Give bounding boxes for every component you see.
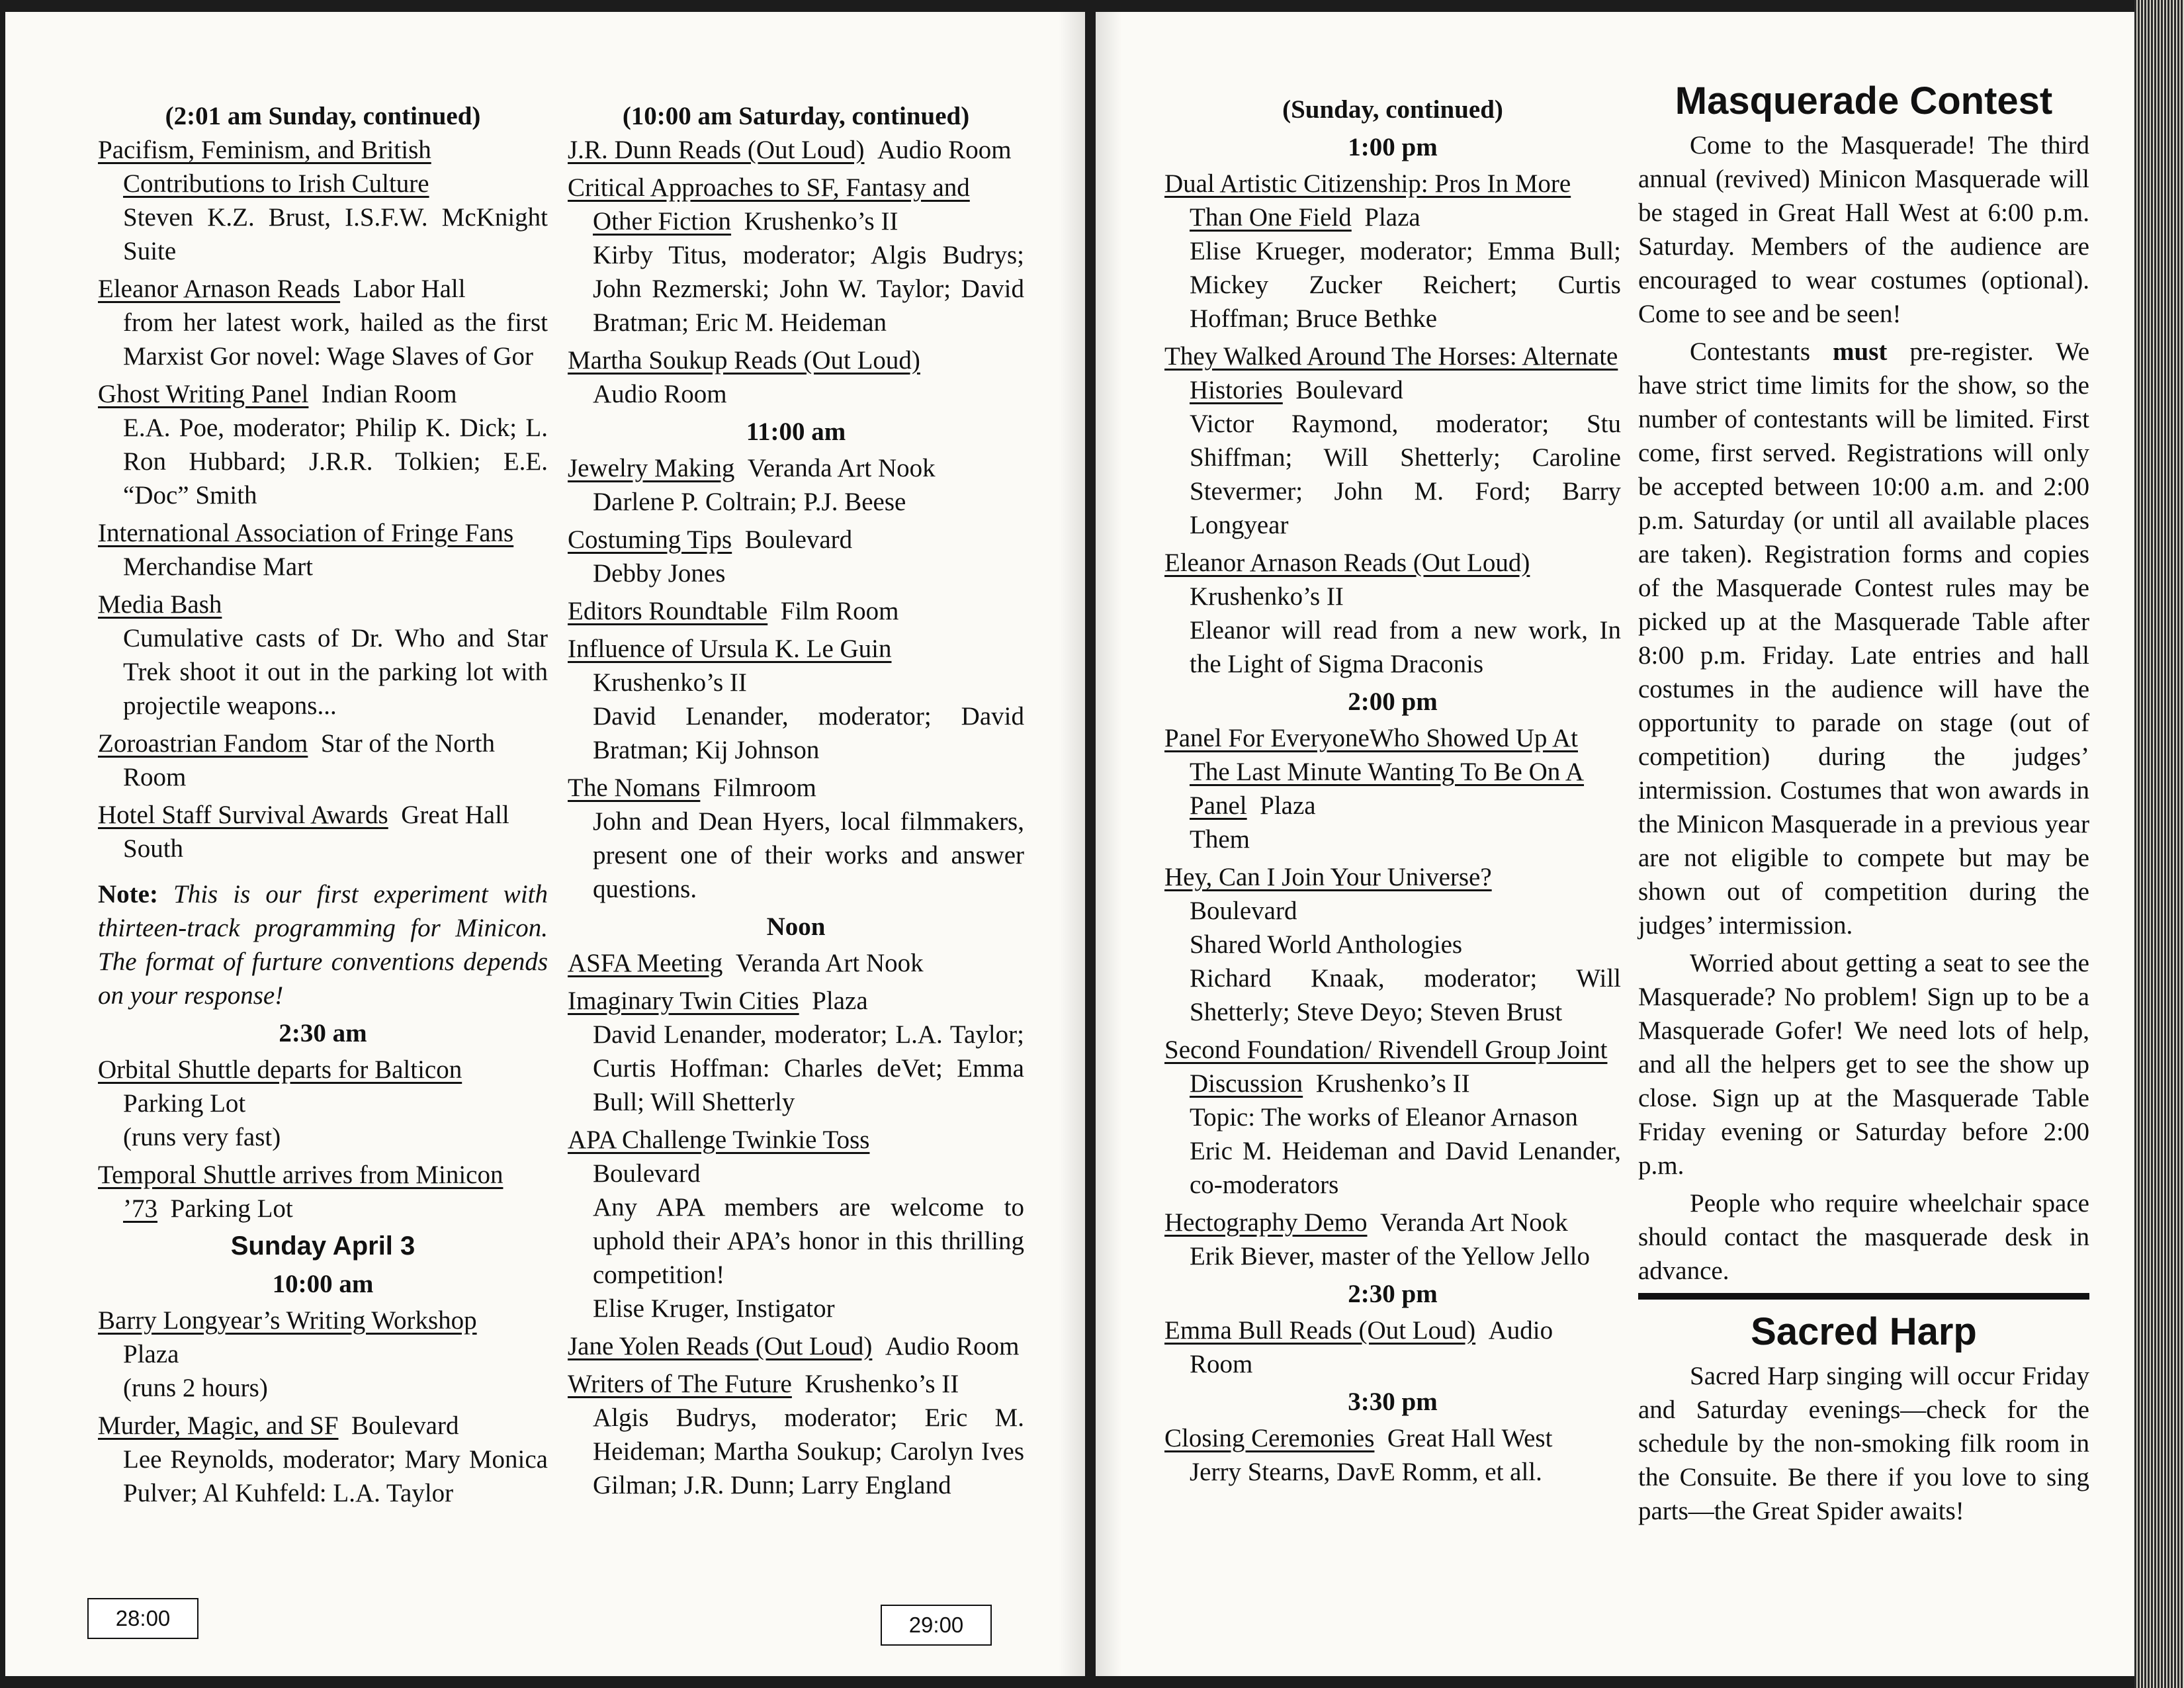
schedule-item (568, 594, 1024, 628)
item-heading (98, 377, 548, 411)
item-heading (1164, 1421, 1621, 1455)
event-list (1164, 1313, 1621, 1381)
event-room: Veranda Art Nook (735, 949, 924, 977)
schedule-item (568, 343, 1024, 411)
event-detail: (runs 2 hours) (123, 1374, 268, 1402)
event-room: Boulevard (351, 1411, 459, 1440)
event-detail: Richard Knaak, moderator; Will Shetterly; Steve Deyo; Steven Brust (1190, 964, 1621, 1026)
event-detail: Darlene P. Coltrain; P.J. Beese (593, 488, 906, 516)
note-text: This is our first experiment with thirteen-track programming for Minicon. The format of furture conventions depends on your response! (98, 880, 548, 1010)
event-title: APA Challenge Twinkie Toss (568, 1126, 870, 1154)
event-detail: Eleanor will read from a new work, In the Light of Sigma Draconis (1190, 616, 1621, 678)
item-heading (568, 451, 1024, 485)
event-room: Audio Room (1190, 1316, 1553, 1378)
event-room: Audio Room (877, 136, 1012, 164)
schedule-item (568, 1329, 1024, 1363)
event-title: Barry Longyear’s Writing Workshop (98, 1306, 477, 1335)
event-title: Hotel Staff Survival Awards (98, 801, 388, 829)
event-room: Krushenko’s II (805, 1370, 959, 1398)
item-heading (568, 133, 1024, 167)
event-list (568, 946, 1024, 1502)
time-heading: 3:30 pm (1348, 1388, 1438, 1416)
event-list (568, 133, 1024, 411)
event-detail: Audio Room (593, 380, 727, 408)
event-title: Dual Artistic Citizenship: Pros In More Than One Field (1164, 169, 1571, 232)
item-heading (1164, 1206, 1621, 1239)
item-heading (98, 1409, 548, 1443)
event-room: Parking Lot (170, 1194, 293, 1223)
event-title: Jane Yolen Reads (Out Loud) (568, 1332, 873, 1360)
event-detail: Boulevard (593, 1159, 701, 1188)
event-title: Critical Approaches to SF, Fantasy and Other Fiction (568, 173, 970, 236)
item-heading (98, 588, 548, 621)
event-title: Ghost Writing Panel (98, 380, 309, 408)
event-room: Krushenko’s II (744, 207, 898, 236)
event-detail: Topic: The works of Eleanor Arnason (1190, 1103, 1578, 1132)
item-heading (1164, 546, 1621, 580)
event-title: The Nomans (568, 774, 701, 802)
event-title: Jewelry Making (568, 454, 735, 482)
event-title: Second Foundation/ Rivendell Group Joint Discussion (1164, 1036, 1608, 1098)
schedule-item (98, 1053, 548, 1154)
event-detail: Lee Reynolds, moderator; Mary Monica Pulver; Al Kuhfeld: L.A. Taylor (123, 1445, 548, 1507)
event-list (98, 1053, 548, 1225)
schedule-item (1164, 546, 1621, 681)
event-detail: Debby Jones (593, 559, 726, 588)
event-title: Writers of The Future (568, 1370, 792, 1398)
paragraph (1638, 335, 2089, 942)
event-detail: Plaza (123, 1340, 179, 1368)
item-heading (1164, 167, 1621, 234)
event-title: Imaginary Twin Cities (568, 987, 799, 1015)
schedule-item (568, 133, 1024, 167)
item-heading (1164, 339, 1621, 407)
event-title: Pacifism, Feminism, and British Contributions to Irish Culture (98, 136, 431, 198)
event-list (98, 1304, 548, 1510)
event-detail: David Lenander, moderator; L.A. Taylor; Curtis Hoffman: Charles deVet; Emma Bull; Will Shetterly (593, 1020, 1024, 1116)
event-room: Plaza (1260, 791, 1316, 820)
event-title: Zoroastrian Fandom (98, 729, 308, 758)
schedule-item (1164, 339, 1621, 542)
event-detail: Boulevard (1190, 897, 1297, 925)
schedule-item (568, 771, 1024, 906)
schedule-item (98, 1409, 548, 1510)
column-1 (98, 99, 548, 1514)
event-title: Editors Roundtable (568, 597, 768, 625)
event-detail: Elise Krueger, moderator; Emma Bull; Mickey Zucker Reichert; Curtis Hoffman; Bruce Bethke (1190, 237, 1621, 333)
event-title: Murder, Magic, and SF (98, 1411, 339, 1440)
event-room: Veranda Art Nook (747, 454, 936, 482)
paragraph: Worried about getting a seat to see the Masquerade? No problem! Sign up to be a Masquerade Gofer! We need lots of help, and all the helpers get to see the show up close. Sign up at the Masquerade Table Friday evening or Saturday before 2:00 p.m. (1638, 949, 2089, 1180)
paragraph-text: pre-register. We have strict time limits for the show, so the number of contestants will be limited. First come, first served. Registrations will only be accepted between 10:00 a.m. and 2:00 p.m. Saturday (or until all available places are taken). Registration forms and copies of the Masquerade Contest rules may be picked up at the Masquerade Table after 8:00 p.m. Friday. Late entries and hall costumes in the audience will have the opportunity to parade on stage (out of competition) during the judges’ intermission. Costumes that won awards in the Minicon Masquerade in a previous year are not eligible to compete but may be shown out of competition during the judges’ intermission. (1638, 337, 2089, 940)
gutter-shadow (1059, 12, 1085, 1676)
event-detail: Parking Lot (123, 1089, 246, 1118)
column-2 (568, 99, 1024, 1506)
event-title: Hey, Can I Join Your Universe? (1164, 863, 1492, 891)
event-room: Boulevard (1295, 376, 1403, 404)
item-heading (98, 1158, 548, 1225)
time-heading: 2:30 am (279, 1019, 367, 1047)
event-list (568, 451, 1024, 906)
event-title: Eleanor Arnason Reads (98, 275, 341, 303)
schedule-item (98, 727, 548, 794)
item-heading (98, 516, 548, 550)
event-title: Media Bash (98, 590, 222, 619)
paragraph: Come to the Masquerade! The third annual (revived) Minicon Masquerade will be staged in Great Hall West at 6:00 p.m. Saturday. Members of the audience are encouraged to wear costumes (optional). Come to see and be seen! (1638, 131, 2089, 328)
event-detail: Elise Kruger, Instigator (593, 1294, 835, 1323)
event-title: Influence of Ursula K. Le Guin (568, 635, 892, 663)
time-heading: 11:00 am (746, 418, 846, 446)
event-detail: David Lenander, moderator; David Bratman; Kij Johnson (593, 702, 1024, 764)
schedule-item (98, 798, 548, 866)
event-detail: (runs very fast) (123, 1123, 281, 1151)
event-room: Indian Room (321, 380, 457, 408)
event-detail: Algis Budrys, moderator; Eric M. Heideman; Martha Soukup; Carolyn Ives Gilman; J.R. Dunn; Larry England (593, 1403, 1024, 1499)
event-detail: Erik Biever, master of the Yellow Jello (1190, 1242, 1590, 1270)
event-list (98, 133, 548, 866)
time-heading: 2:30 pm (1348, 1280, 1438, 1308)
event-room: Great Hall West (1387, 1424, 1553, 1452)
section-divider (1638, 1293, 2089, 1300)
event-room: Audio Room (885, 1332, 1020, 1360)
item-heading (568, 594, 1024, 628)
event-room: Plaza (1364, 203, 1420, 232)
column-header: (2:01 am Sunday, continued) (165, 102, 481, 130)
schedule-item (98, 588, 548, 723)
column-3 (1164, 93, 1621, 1493)
event-title: Costuming Tips (568, 525, 732, 554)
event-detail: Them (1190, 825, 1250, 854)
event-detail: Any APA members are welcome to uphold their APA’s honor in this thrilling competition! (593, 1193, 1024, 1289)
event-title: Panel For EveryoneWho Showed Up At The Last Minute Wanting To Be On A Panel (1164, 724, 1585, 820)
item-heading (1164, 860, 1621, 894)
item-heading (1164, 1033, 1621, 1100)
event-title: They Walked Around The Horses: Alternate Histories (1164, 342, 1618, 404)
column-header: (Sunday, continued) (1282, 95, 1503, 124)
event-list (1164, 721, 1621, 1273)
event-detail: Jerry Stearns, DavE Romm, et all. (1190, 1458, 1542, 1486)
item-heading (568, 632, 1024, 666)
schedule-item (1164, 1421, 1621, 1489)
event-detail: Krushenko’s II (593, 668, 747, 697)
schedule-item (98, 133, 548, 268)
event-room: Krushenko’s II (1315, 1069, 1470, 1098)
item-heading (568, 523, 1024, 556)
event-detail: Victor Raymond, moderator; Stu Shiffman; Will Shetterly; Caroline Stevermer; John M. Ford; Barry Longyear (1190, 410, 1621, 539)
schedule-item (1164, 860, 1621, 1029)
schedule-item (1164, 721, 1621, 856)
note-label: Note: (98, 880, 158, 909)
event-detail: from her latest work, hailed as the first Marxist Gor novel: Wage Slaves of Gor (123, 308, 548, 371)
item-heading (568, 1123, 1024, 1157)
section-title-sacred-harp: Sacred Harp (1751, 1310, 1977, 1353)
event-detail: John and Dean Hyers, local filmmakers, present one of their works and answer questions. (593, 807, 1024, 903)
event-room: Great Hall South (123, 801, 509, 863)
event-detail: Eric M. Heideman and David Lenander, co-moderators (1190, 1137, 1621, 1199)
event-room: Veranda Art Nook (1379, 1208, 1568, 1237)
item-heading (1164, 721, 1621, 822)
item-heading (98, 133, 548, 200)
event-detail: Shared World Anthologies (1190, 930, 1463, 959)
item-heading (568, 771, 1024, 805)
event-room: Film Room (780, 597, 899, 625)
page-number: 28:00 (87, 1598, 198, 1639)
event-title: Eleanor Arnason Reads (Out Loud) (1164, 549, 1530, 577)
event-title: Emma Bull Reads (Out Loud) (1164, 1316, 1476, 1345)
schedule-item (98, 1158, 548, 1225)
schedule-item (98, 272, 548, 373)
left-page (5, 12, 1085, 1676)
time-heading: 1:00 pm (1348, 133, 1438, 161)
schedule-item (568, 523, 1024, 590)
column-header: (10:00 am Saturday, continued) (622, 102, 970, 130)
page-edges (2134, 0, 2184, 1688)
item-heading (568, 1329, 1024, 1363)
schedule-item (1164, 1313, 1621, 1381)
event-title: J.R. Dunn Reads (Out Loud) (568, 136, 865, 164)
item-heading (98, 272, 548, 306)
schedule-item (1164, 1206, 1621, 1273)
event-title: Temporal Shuttle arrives from Minicon ’73 (98, 1161, 503, 1223)
event-room: Filmroom (713, 774, 816, 802)
schedule-item (568, 171, 1024, 339)
time-heading: Noon (766, 912, 826, 941)
section-title-masquerade: Masquerade Contest (1675, 79, 2053, 122)
event-title: International Association of Fringe Fans (98, 519, 514, 547)
item-heading (568, 343, 1024, 377)
event-detail: Krushenko’s II (1190, 582, 1344, 611)
item-heading (568, 1367, 1024, 1401)
schedule-item (568, 984, 1024, 1119)
note (98, 877, 548, 1012)
day-heading: Sunday April 3 (230, 1231, 415, 1261)
event-detail: E.A. Poe, moderator; Philip K. Dick; L. Ron Hubbard; J.R.R. Tolkien; E.E. “Doc” Smith (123, 414, 548, 510)
item-heading (98, 798, 548, 866)
event-title: Martha Soukup Reads (Out Loud) (568, 346, 920, 375)
event-room: Labor Hall (353, 275, 466, 303)
schedule-item (568, 451, 1024, 519)
schedule-item (568, 1367, 1024, 1502)
schedule-item (98, 377, 548, 512)
event-title: Closing Ceremonies (1164, 1424, 1375, 1452)
gutter-shadow (1096, 12, 1122, 1676)
schedule-item (1164, 167, 1621, 335)
page-number: 29:00 (881, 1605, 992, 1646)
event-title: Hectography Demo (1164, 1208, 1368, 1237)
paragraph-text: Contestants (1690, 337, 1833, 366)
event-room: Star of the North Room (123, 729, 496, 791)
event-detail: Kirby Titus, moderator; Algis Budrys; John Rezmerski; John W. Taylor; David Bratman; Eric M. Heideman (593, 241, 1024, 337)
event-room: Boulevard (744, 525, 853, 554)
column-4 (1638, 78, 2089, 1532)
time-heading: 10:00 am (272, 1270, 374, 1298)
time-heading: 2:00 pm (1348, 688, 1438, 716)
schedule-item (1164, 1033, 1621, 1202)
schedule-item (568, 632, 1024, 767)
item-heading (568, 171, 1024, 238)
item-heading (1164, 1313, 1621, 1381)
item-heading (98, 1304, 548, 1337)
paragraph-bold: must (1833, 337, 1888, 366)
paragraph: People who require wheelchair space should contact the masquerade desk in advance. (1638, 1189, 2089, 1285)
event-list (1164, 167, 1621, 681)
schedule-item (98, 1304, 548, 1405)
event-title: Orbital Shuttle departs for Balticon (98, 1055, 462, 1084)
event-list (1164, 1421, 1621, 1489)
paragraph: Sacred Harp singing will occur Friday and Saturday evenings—check for the schedule by the non-smoking filk room in the Consuite. Be there if you love to sing parts—the Great Spider awaits! (1638, 1362, 2089, 1525)
event-title: ASFA Meeting (568, 949, 723, 977)
item-heading (98, 727, 548, 794)
event-detail: Cumulative casts of Dr. Who and Star Trek shoot it out in the parking lot with projectile weapons... (123, 624, 548, 720)
schedule-item (568, 1123, 1024, 1325)
item-heading (98, 1053, 548, 1087)
event-detail: Merchandise Mart (123, 553, 313, 581)
schedule-item (568, 946, 1024, 980)
item-heading (568, 946, 1024, 980)
item-heading (568, 984, 1024, 1018)
schedule-item (98, 516, 548, 584)
event-detail: Steven K.Z. Brust, I.S.F.W. McKnight Suite (123, 203, 548, 265)
event-room: Plaza (812, 987, 868, 1015)
